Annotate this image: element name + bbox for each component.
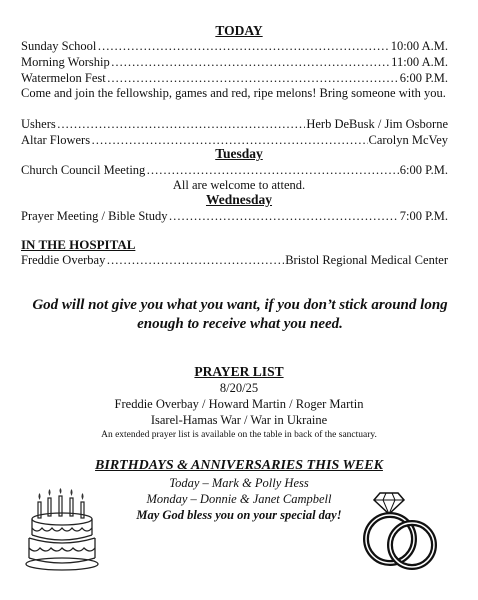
wedding-rings-icon (358, 487, 442, 573)
birthday-line-today: Today – Mark & Polly Hess (169, 476, 309, 490)
dot-leader (111, 55, 390, 70)
schedule-row-prayer-meeting (21, 209, 448, 224)
schedule-time: 10:00 A.M. (390, 39, 448, 53)
birthdays-heading: BIRTHDAYS & ANNIVERSARIES THIS WEEK (95, 458, 383, 473)
hospital-heading: IN THE HOSPITAL (21, 237, 136, 252)
schedule-label: Morning Worship (21, 55, 110, 69)
quote-text: God will not give you what you want, if you don’t stick around long enough to receive what you need. (32, 297, 448, 332)
schedule-row-church-council (21, 163, 448, 178)
schedule-label: Watermelon Fest (21, 71, 106, 85)
schedule-label: Prayer Meeting / Bible Study (21, 209, 168, 223)
today-heading: TODAY (215, 23, 263, 38)
dot-leader (97, 39, 389, 54)
dot-leader (169, 209, 399, 224)
dot-leader (106, 253, 284, 268)
schedule-label: Sunday School (21, 39, 97, 53)
anniversary-line-monday: Monday – Donnie & Janet Campbell (146, 492, 332, 506)
hospital-name: Bristol Regional Medical Center (285, 253, 448, 267)
watermelon-note: Come and join the fellowship, games and red, ripe melons! Bring someone with you. (21, 86, 446, 100)
wednesday-heading: Wednesday (205, 192, 273, 207)
ushers-names: Herb DeBusk / Jim Osborne (306, 117, 448, 131)
prayer-list-date: 8/20/25 (219, 381, 259, 395)
schedule-row-sunday-school (21, 39, 448, 54)
schedule-time: 6:00 P.M. (399, 71, 448, 85)
altar-flowers-name: Carolyn McVey (368, 133, 448, 147)
dot-leader (57, 117, 306, 132)
tuesday-note: All are welcome to attend. (172, 178, 306, 192)
ushers-label: Ushers (21, 117, 56, 131)
schedule-row-watermelon-fest (21, 71, 448, 86)
prayer-list-heading: PRAYER LIST (194, 364, 284, 379)
prayer-list-wars: Isarel-Hamas War / War in Ukraine (150, 413, 328, 427)
dot-leader (107, 71, 399, 86)
prayer-list-note: An extended prayer list is available on the table in back of the sanctuary. (101, 430, 377, 440)
altar-flowers-label: Altar Flowers (21, 133, 91, 147)
schedule-row-morning-worship (21, 55, 448, 70)
ushers-row (21, 117, 448, 132)
patient-name: Freddie Overbay (21, 253, 106, 267)
prayer-list-names: Freddie Overbay / Howard Martin / Roger Martin (114, 397, 364, 411)
tuesday-heading: Tuesday (215, 146, 263, 161)
schedule-time: 11:00 A.M. (391, 55, 448, 69)
schedule-label: Church Council Meeting (21, 163, 146, 177)
hospital-row (21, 253, 448, 268)
dot-leader (146, 163, 398, 178)
schedule-time: 6:00 P.M. (399, 163, 448, 177)
schedule-time: 7:00 P.M. (399, 209, 448, 223)
birthday-cake-icon (24, 488, 100, 572)
blessing-line: May God bless you on your special day! (136, 508, 342, 522)
